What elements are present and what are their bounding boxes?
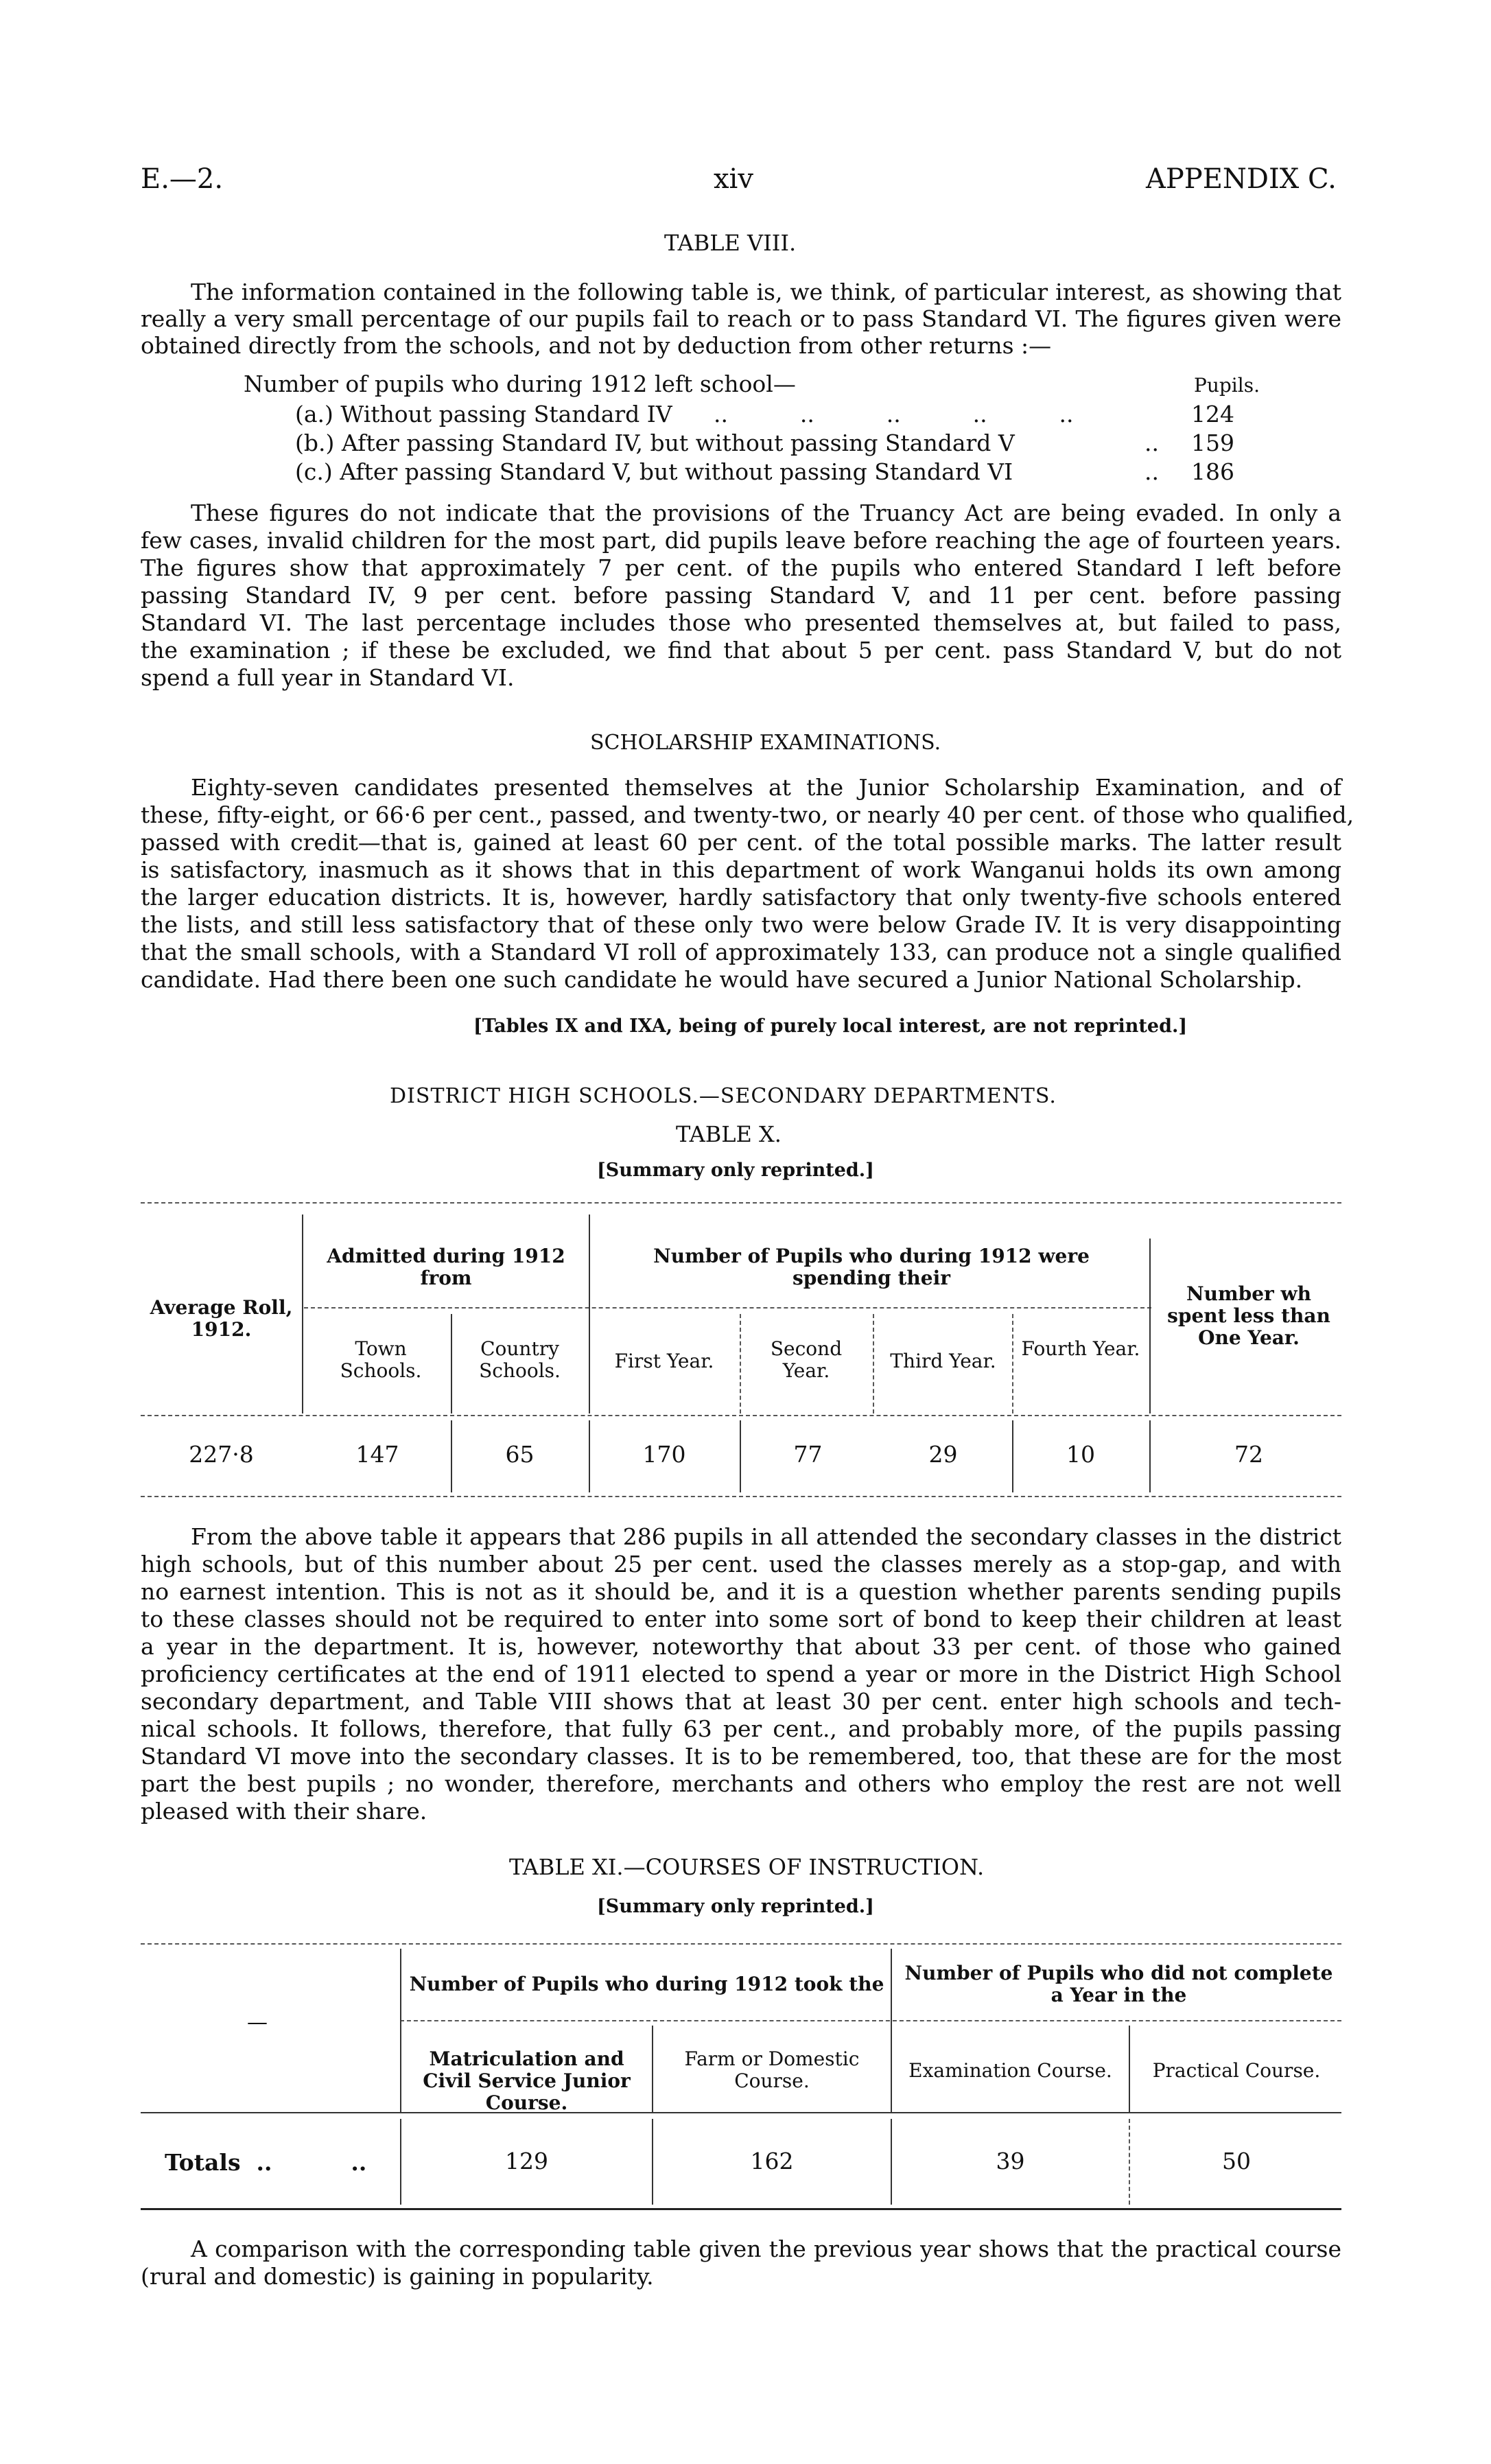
table10-discussion-line: From the above table it appears that 286 pupils in all attended the secondary classes in the district [191, 1523, 1341, 1550]
table8-discussion-line: The figures show that approximately 7 per cent. of the pupils who entered Standard I left before [141, 554, 1341, 581]
table11-header-rule [141, 2112, 1341, 2113]
table11-vline [652, 2026, 653, 2112]
pupils-label: Pupils. [1194, 374, 1260, 397]
table10-header-second: Second Year. [770, 1337, 843, 1382]
table8-discussion-line: Standard VI. The last percentage includes those who presented themselves at, but failed to pass, [141, 609, 1341, 636]
table11-cell: 39 [996, 2148, 1025, 2174]
table10-cell: 10 [1066, 1441, 1095, 1468]
table10-vline [740, 1420, 741, 1492]
table11-header-not-complete: Number of Pupils who did not complete a Year in the [904, 1962, 1333, 2006]
table11-mid-rule [400, 2020, 1341, 2021]
table8-list-heading: Number of pupils who during 1912 left school— [244, 371, 796, 397]
dot-leader: .. .. .. .. .. [714, 401, 1074, 427]
table11-cell: 129 [505, 2148, 548, 2174]
table10-bottom-rule [141, 1496, 1341, 1497]
table10-vline [1012, 1420, 1013, 1492]
table10-vline [589, 1215, 590, 1413]
table8-row-label: (b.) After passing Standard IV, but without passing Standard V [295, 430, 1015, 456]
table11-row-label: Totals .. .. [165, 2149, 367, 2176]
table10-header-rule [141, 1415, 1341, 1416]
table11-vline [652, 2119, 653, 2205]
table8-discussion-line: spend a full year in Standard VI. [141, 664, 515, 691]
table10-header-admitted: Admitted during 1912 from [327, 1245, 565, 1289]
table10-header-spending: Number of Pupils who during 1912 were spending their [653, 1245, 1090, 1289]
table11-vline [891, 2119, 892, 2205]
table10-top-rule [141, 1202, 1341, 1204]
table10-header-first: First Year. [614, 1350, 714, 1372]
table8-discussion-line: These figures do not indicate that the provisions of the Truancy Act are being evaded. In only a [191, 500, 1341, 526]
table10-discussion-line: to these classes should not be required to enter into some sort of bond to keep their children at least [141, 1606, 1341, 1632]
table10-vline [302, 1215, 303, 1413]
table10-vline [873, 1314, 874, 1413]
table10-vline [451, 1420, 452, 1492]
scholarship-line: these, fifty-eight, or 66·6 per cent., passed, and twenty-two, or nearly 40 per cent. of those who qualified, [141, 801, 1354, 828]
scholarship-line: is satisfactory, inasmuch as it shows that in this department of work Wanganui holds its own among [141, 856, 1341, 883]
table10-vline [589, 1420, 590, 1492]
scholarship-line: passed with credit—that is, gained at least 60 per cent. of the total possible marks. The latter result [141, 829, 1341, 856]
table8-intro-line: The information contained in the following table is, we think, of particular interest, as showing that [191, 279, 1341, 305]
table10-discussion-line: high schools, but of this number about 25 per cent. used the classes merely as a stop-gap, and with [141, 1551, 1341, 1577]
scholarship-title: SCHOLARSHIP EXAMINATIONS. [590, 731, 941, 755]
table10-discussion-line: nical schools. It follows, therefore, that fully 63 per cent., and probably more, of the pupils passing [141, 1715, 1341, 1742]
closing-line: (rural and domestic) is gaining in popularity. [141, 2263, 654, 2290]
scholarship-line: the lists, and still less satisfactory that of these only two were below Grade IV. It is very disappointing [141, 911, 1341, 938]
table10-subtitle: [Summary only reprinted.] [597, 1160, 874, 1181]
table10-vline [1149, 1420, 1151, 1492]
table10-section-title: DISTRICT HIGH SCHOOLS.—SECONDARY DEPARTMENTS. [390, 1084, 1057, 1108]
table10-cell: 147 [355, 1441, 399, 1468]
table8-intro-line: really a very small percentage of our pupils fail to reach or to pass Standard VI. The figures given were [141, 305, 1341, 332]
table11-header-matric: Matriculation and Civil Service Junior Course. [423, 2048, 631, 2114]
table11-cell: 162 [750, 2148, 794, 2174]
table10-cell: 77 [793, 1441, 823, 1468]
table10-discussion-line: a year in the department. It is, however, noteworthy that about 33 per cent. of those who gained [141, 1633, 1341, 1660]
table11-top-rule [141, 1943, 1341, 1945]
table10-header-less-than-year: Number wh spent less than One Year. [1167, 1282, 1330, 1349]
table10-discussion-line: secondary department, and Table VIII shows that at least 30 per cent. enter high schools and tech- [141, 1688, 1341, 1715]
table11-bottom-rule [141, 2208, 1341, 2210]
table10-mid-rule [304, 1307, 1151, 1309]
table11-vline [1129, 2119, 1130, 2205]
table8-discussion-line: passing Standard IV, 9 per cent. before passing Standard V, and 11 per cent. before passing [141, 582, 1341, 609]
table8-discussion-line: few cases, invalid children for the most part, did pupils leave before reaching the age of fourteen years. [141, 527, 1341, 554]
table10-title: TABLE X. [676, 1121, 782, 1147]
table10-cell: 29 [928, 1441, 958, 1468]
table8-row-label: (a.) Without passing Standard IV [295, 401, 672, 427]
table11-header-farm: Farm or Domestic Course. [684, 2048, 860, 2092]
header-left: E.—2. [141, 163, 224, 195]
table10-cell: 170 [642, 1441, 686, 1468]
dot-leader: .. [1144, 430, 1159, 456]
table10-discussion-line: Standard VI move into the secondary classes. It is to be remembered, too, that these are for the most [141, 1743, 1341, 1770]
table11-header-took: Number of Pupils who during 1912 took the [409, 1973, 884, 1995]
scholarship-line: Eighty-seven candidates presented themselves at the Junior Scholarship Examination, and of [191, 774, 1341, 801]
table8-row-value: 186 [1191, 458, 1234, 485]
table11-blank-header: — [247, 2010, 268, 2034]
table8-intro-line: obtained directly from the schools, and not by deduction from other returns :— [141, 332, 1052, 359]
table11-header-practical: Practical Course. [1152, 2059, 1321, 2082]
table10-header-country: Country Schools. [479, 1337, 561, 1382]
table10-header-fourth: Fourth Year. [1021, 1337, 1140, 1360]
table10-discussion-line: proficiency certificates at the end of 1911 elected to spend a year or more in the District High School [141, 1661, 1341, 1687]
table11-subtitle: [Summary only reprinted.] [597, 1896, 874, 1917]
table11-vline [891, 1949, 892, 2112]
table10-header-town: Town Schools. [340, 1337, 422, 1382]
scholarship-line: that the small schools, with a Standard VI roll of approximately 133, can produce not a single qualified [141, 939, 1341, 965]
header-right: APPENDIX C. [1146, 163, 1337, 195]
table10-vline [740, 1314, 741, 1413]
table10-vline [1149, 1239, 1151, 1413]
table8-discussion-line: the examination ; if these be excluded, we find that about 5 per cent. pass Standard V, but do not [141, 637, 1341, 664]
scholarship-line: candidate. Had there been one such candidate he would have secured a Junior National Scholarship. [141, 966, 1303, 993]
table10-cell: 227·8 [189, 1441, 254, 1468]
table8-row-label: (c.) After passing Standard V, but without passing Standard VI [295, 458, 1013, 485]
table10-header-average-roll: Average Roll, 1912. [150, 1296, 293, 1341]
table11-header-exam: Examination Course. [908, 2059, 1112, 2082]
table11-vline [400, 1949, 401, 2112]
table10-discussion-line: no earnest intention. This is not as it should be, and it is a question whether parents sending pupils [141, 1578, 1341, 1605]
table8-row-value: 124 [1191, 401, 1234, 427]
table8-title: TABLE VIII. [664, 230, 797, 256]
table10-vline [1012, 1314, 1013, 1413]
table11-vline [1129, 2026, 1130, 2112]
table11-title: TABLE XI.—COURSES OF INSTRUCTION. [509, 1854, 985, 1880]
table10-discussion-line: pleased with their share. [141, 1798, 427, 1824]
table10-vline [451, 1314, 452, 1413]
dot-leader: .. [1144, 458, 1159, 485]
table8-row-value: 159 [1191, 430, 1234, 456]
table10-discussion-line: part the best pupils ; no wonder, therefore, merchants and others who employ the rest are not well [141, 1770, 1341, 1797]
scholarship-line: the larger education districts. It is, however, hardly satisfactory that only twenty-five schools entered [141, 884, 1341, 911]
closing-line: A comparison with the corresponding table given the previous year shows that the practical course [191, 2236, 1341, 2262]
table11-vline [400, 2119, 401, 2205]
table10-header-third: Third Year. [890, 1350, 996, 1372]
page-number: xiv [714, 163, 753, 195]
table11-cell: 50 [1222, 2148, 1251, 2174]
table10-cell: 65 [505, 1441, 535, 1468]
table10-cell: 72 [1234, 1441, 1263, 1468]
scholarship-note: [Tables IX and IXA, being of purely local interest, are not reprinted.] [473, 1016, 1188, 1037]
